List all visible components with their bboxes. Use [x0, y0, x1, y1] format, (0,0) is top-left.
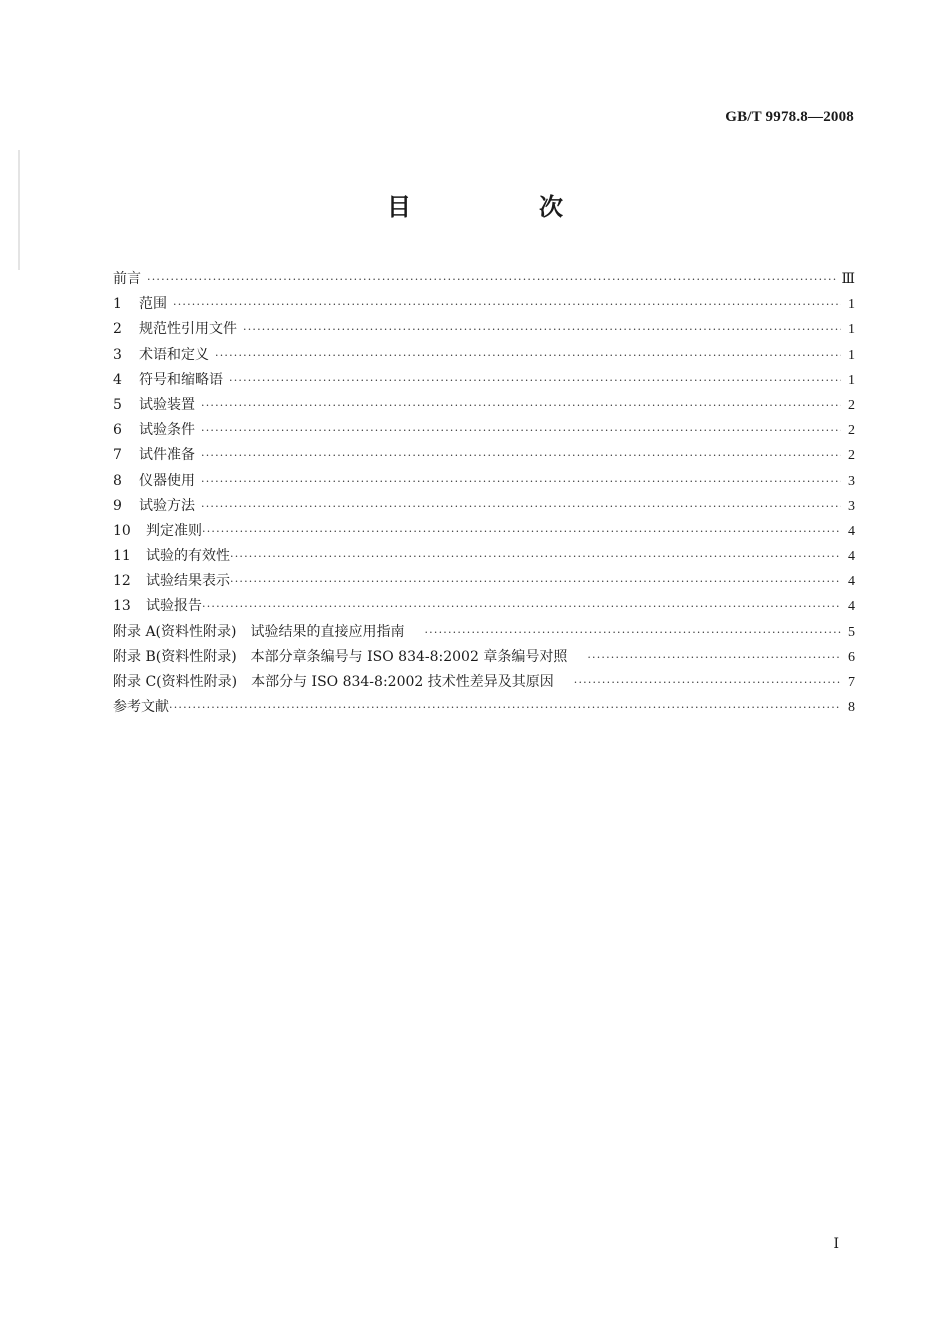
- dot-leader: [574, 676, 841, 689]
- toc-entry-label: 术语和定义: [139, 346, 209, 363]
- toc-entry-page: 2: [848, 448, 855, 464]
- dot-leader: [169, 701, 841, 714]
- toc-entry-label: 附录 C(资料性附录) 本部分与 ISO 834-8:2002 技术性差异及其原因: [113, 674, 554, 690]
- dot-leader: [230, 550, 841, 563]
- toc-entry-number: 5: [113, 396, 122, 413]
- dot-leader: [202, 600, 841, 613]
- toc-entry-label: 附录 B(资料性附录) 本部分章条编号与 ISO 834-8:2002 章条编号对照: [113, 648, 568, 665]
- dot-leader: [243, 323, 841, 336]
- toc-entry-page: 8: [848, 700, 855, 716]
- toc-entry-number: 7: [113, 447, 122, 464]
- toc-entry-6: [113, 419, 855, 444]
- toc-entry-label: 试验装置: [139, 396, 195, 413]
- toc-entry-page: 1: [848, 297, 855, 313]
- dot-leader: [173, 298, 841, 311]
- dot-leader: [201, 399, 841, 412]
- toc-entry-page: 1: [848, 372, 855, 388]
- toc-entry-label: 试件准备: [139, 447, 195, 464]
- toc-entry-page: 6: [848, 649, 855, 665]
- toc-entry-page: 4: [848, 549, 855, 565]
- dot-leader: [201, 475, 841, 488]
- toc-entry-page: 3: [848, 473, 855, 489]
- toc-entry-page: 4: [848, 574, 855, 590]
- toc-entry-bibliography: [113, 696, 855, 721]
- toc-entry-number: 1: [113, 296, 122, 313]
- toc-entry-label: 试验结果表示: [146, 573, 230, 590]
- toc-entry-page: 3: [848, 498, 855, 514]
- toc-entry-annex-a: [113, 621, 855, 646]
- toc-entry-page: 5: [848, 624, 855, 640]
- toc-entry-12: [113, 570, 855, 595]
- toc-entry-label: 判定准则: [146, 522, 202, 539]
- standard-number: GB/T 9978.8—2008: [725, 109, 854, 125]
- toc-entry-number: 10: [113, 522, 131, 539]
- toc-entry-3: [113, 344, 855, 369]
- toc-entry-13: [113, 595, 855, 620]
- toc-entry-7: [113, 444, 855, 469]
- toc-entry-page: 7: [848, 675, 855, 690]
- toc-entry-label: 范围: [139, 296, 167, 313]
- table-of-contents: [113, 268, 855, 721]
- toc-entry-page: Ⅲ: [841, 272, 855, 287]
- toc-entry-page: 4: [848, 523, 855, 539]
- toc-entry-label: 附录 A(资料性附录) 试验结果的直接应用指南: [113, 623, 405, 640]
- page-title: 目 次: [387, 193, 615, 221]
- toc-entry-number: 13: [113, 598, 131, 615]
- toc-entry-label: 规范性引用文件: [139, 321, 237, 338]
- page-number: Ⅰ: [833, 1237, 839, 1252]
- toc-entry-page: 2: [848, 397, 855, 413]
- toc-entry-11: [113, 545, 855, 570]
- dot-leader: [202, 525, 841, 538]
- dot-leader: [215, 349, 841, 362]
- toc-entry-label: 试验报告: [146, 598, 202, 615]
- toc-entry-8: [113, 470, 855, 495]
- toc-entry-page: 2: [848, 423, 855, 439]
- toc-entry-label: 仪器使用: [139, 472, 195, 489]
- toc-entry-number: 3: [113, 346, 122, 363]
- toc-entry-annex-b: [113, 646, 855, 671]
- dot-leader: [587, 651, 841, 664]
- toc-entry-number: 6: [113, 422, 122, 439]
- toc-entry-page: 1: [848, 347, 855, 363]
- toc-entry-1: [113, 293, 855, 318]
- toc-entry-label: 参考文献: [113, 699, 169, 716]
- toc-entry-page: 1: [848, 322, 855, 338]
- toc-entry-label: 符号和缩略语: [139, 371, 223, 388]
- dot-leader: [201, 500, 841, 513]
- toc-entry-page: 4: [848, 599, 855, 615]
- toc-entry-4: [113, 369, 855, 394]
- dot-leader: [230, 575, 841, 588]
- toc-entry-10: [113, 520, 855, 545]
- toc-entry-9: [113, 495, 855, 520]
- dot-leader: [201, 449, 841, 462]
- toc-entry-2: [113, 318, 855, 343]
- dot-leader: [229, 374, 841, 387]
- toc-entry-number: 9: [113, 497, 122, 514]
- toc-entry-number: 11: [113, 548, 131, 565]
- toc-entry-label: 前言: [113, 271, 141, 287]
- dot-leader: [201, 424, 841, 437]
- toc-entry-label: 试验方法: [139, 497, 195, 514]
- toc-entry-foreword: [113, 268, 855, 293]
- toc-entry-number: 2: [113, 321, 122, 338]
- toc-entry-5: [113, 394, 855, 419]
- toc-entry-label: 试验条件: [139, 422, 195, 439]
- toc-entry-number: 12: [113, 573, 131, 590]
- toc-entry-number: 4: [113, 371, 122, 388]
- toc-entry-annex-c: [113, 671, 855, 696]
- dot-leader: [147, 273, 837, 286]
- toc-entry-number: 8: [113, 472, 122, 489]
- dot-leader: [424, 626, 841, 639]
- toc-entry-label: 试验的有效性: [146, 548, 230, 565]
